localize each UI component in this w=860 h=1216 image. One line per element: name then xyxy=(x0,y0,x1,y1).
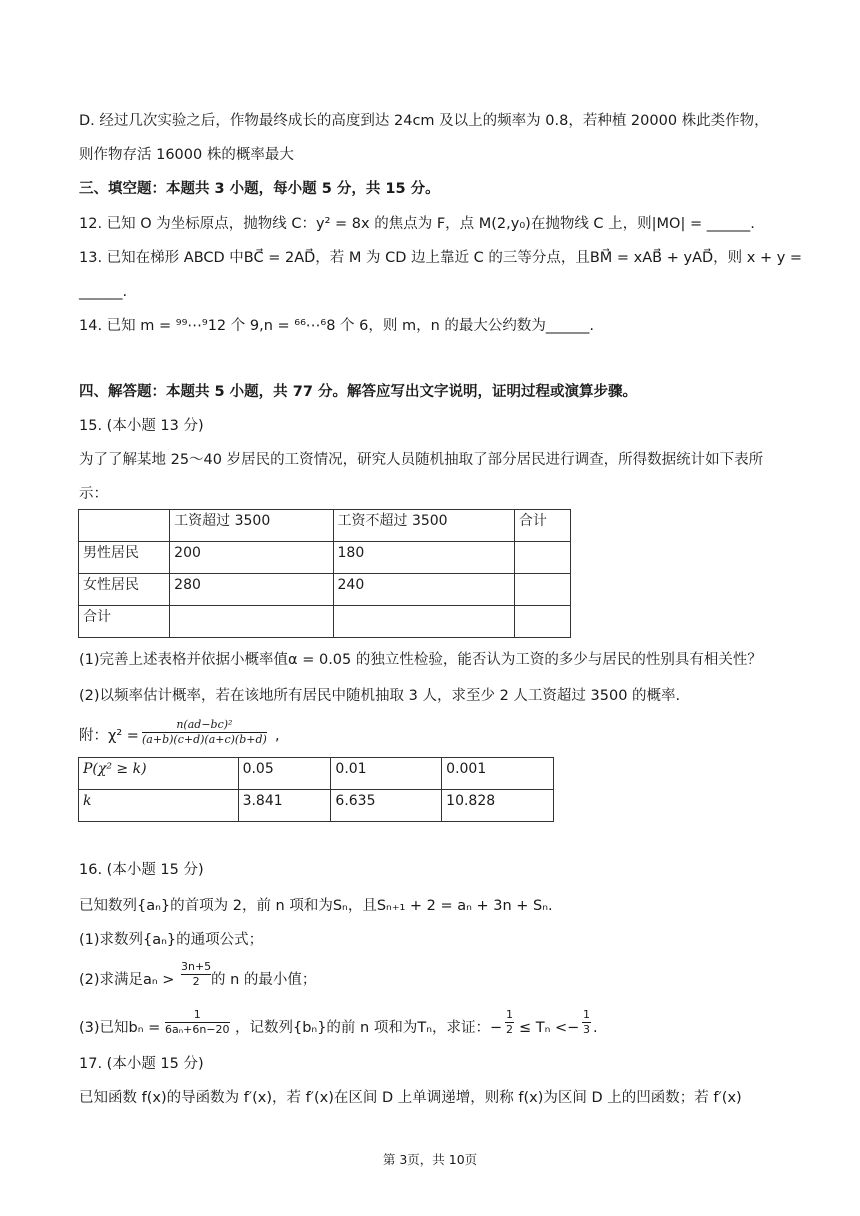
table-cell: 合计 xyxy=(514,510,570,542)
part3-text-c: ≤ Tₙ <− xyxy=(519,1020,580,1036)
table-row xyxy=(79,542,571,574)
part3-text-d: . xyxy=(593,1020,598,1036)
fraction-numerator: 1 xyxy=(506,1008,513,1021)
table-row xyxy=(79,574,571,606)
question-12: 12. 已知 O 为坐标原点，抛物线 C：y² = 8x 的焦点为 F，点 M(2,y₀)在抛物线 C 上，则|MO| = ______. xyxy=(79,216,755,232)
table-cell xyxy=(514,542,570,574)
table-cell: 0.01 xyxy=(331,758,442,790)
formula-denominator: (a+b)(c+d)(a+c)(b+d) xyxy=(142,733,267,746)
table-row xyxy=(79,606,571,638)
option-d-line2: 则作物存活 16000 株的概率最大 xyxy=(79,147,294,163)
question-17-heading: 17. (本小题 15 分) xyxy=(79,1056,204,1072)
table-cell: 6.635 xyxy=(331,790,442,822)
table-cell: 280 xyxy=(170,574,333,606)
question-16-heading: 16. (本小题 15 分) xyxy=(79,862,204,878)
fraction-numerator: 3n+5 xyxy=(181,960,212,973)
option-d-line1: D. 经过几次实验之后，作物最终成长的高度到达 24cm 及以上的频率为 0.8，若种植 20000 株此类作物， xyxy=(79,113,769,129)
question-15-text-line2: 示： xyxy=(79,486,108,502)
wage-gender-table xyxy=(78,509,571,638)
table-cell: k xyxy=(79,790,239,822)
table-cell: 工资不超过 3500 xyxy=(333,510,514,542)
question-15-heading: 15. (本小题 13 分) xyxy=(79,418,204,434)
part2-text-a: (2)求满足aₙ > xyxy=(79,972,175,988)
table-cell xyxy=(514,606,570,638)
table-cell xyxy=(79,510,170,542)
question-15-part1: (1)完善上述表格并依据小概率值α = 0.05 的独立性检验，能否认为工资的多少与居民的性别具有相关性？ xyxy=(79,652,762,668)
table-cell xyxy=(170,606,333,638)
fraction-numerator: 1 xyxy=(165,1008,230,1023)
table-cell: P(χ² ≥ k) xyxy=(79,758,239,790)
question-13-line2: ______. xyxy=(79,284,128,300)
part3-text-b: ，记数列{bₙ}的前 n 项和为Tₙ，求证：− xyxy=(235,1020,503,1036)
table-cell: 240 xyxy=(333,574,514,606)
question-17-text: 已知函数 f(x)的导函数为 f′(x)，若 f′(x)在区间 D 上单调递增，则称 f(x)为区间 D 上的凹函数；若 f′(x) xyxy=(79,1090,742,1106)
table-cell xyxy=(333,606,514,638)
fraction-denominator: 2 xyxy=(192,975,200,988)
table-cell: 180 xyxy=(333,542,514,574)
part3-text-a: (3)已知bₙ = xyxy=(79,1020,161,1036)
table-cell: 工资超过 3500 xyxy=(170,510,333,542)
table-cell: 200 xyxy=(170,542,333,574)
table-cell: 女性居民 xyxy=(79,574,170,606)
section-3-heading: 三、填空题：本题共 3 小题，每小题 5 分，共 15 分。 xyxy=(79,181,440,197)
table-cell: 3.841 xyxy=(238,790,331,822)
table-cell: 10.828 xyxy=(442,790,554,822)
page-footer: 第 3页，共 10页 xyxy=(382,1152,478,1167)
section-4-heading: 四、解答题：本题共 5 小题，共 77 分。解答应写出文字说明，证明过程或演算步骤。 xyxy=(79,384,637,400)
critical-value-table xyxy=(78,757,554,822)
table-cell: 男性居民 xyxy=(79,542,170,574)
question-13-line1: 13. 已知在梯形 ABCD 中BC⃗ = 2AD⃗，若 M 为 CD 边上靠近 C 的三等分点，且BM⃗ = xAB⃗ + yAD⃗，则 x + y = xyxy=(79,250,803,266)
fraction-denominator: 3 xyxy=(583,1023,590,1036)
question-16-text: 已知数列{aₙ}的首项为 2，前 n 项和为Sₙ，且Sₙ₊₁ + 2 = aₙ + 3n + Sₙ. xyxy=(79,898,553,914)
table-row xyxy=(79,510,571,542)
formula-comma: , xyxy=(275,728,280,744)
question-14: 14. 已知 m = ⁹⁹⋯⁹12 个 9,n = ⁶⁶⋯⁶8 个 6，则 m，n 的最大公约数为______. xyxy=(79,318,595,334)
question-16-part1: (1)求数列{aₙ}的通项公式； xyxy=(79,932,264,948)
table-cell: 0.001 xyxy=(442,758,554,790)
table-cell: 0.05 xyxy=(238,758,331,790)
fraction-denominator: 2 xyxy=(506,1023,513,1036)
fraction-numerator: 1 xyxy=(583,1008,590,1021)
question-15-text-line1: 为了了解某地 25～40 岁居民的工资情况，研究人员随机抽取了部分居民进行调查，所得数据统计如下表所 xyxy=(79,452,764,468)
formula-numerator: n(ad−bc)² xyxy=(142,718,267,733)
table-row xyxy=(79,758,554,790)
part2-text-b: 的 n 的最小值； xyxy=(211,972,317,988)
table-cell: 合计 xyxy=(79,606,170,638)
table-cell xyxy=(514,574,570,606)
formula-label: 附：χ² = xyxy=(79,728,139,744)
question-15-part2: (2)以频率估计概率，若在该地所有居民中随机抽取 3 人，求至少 2 人工资超过 3500 的概率. xyxy=(79,688,681,704)
fraction-denominator: 6aₙ+6n−20 xyxy=(165,1023,230,1036)
table-row xyxy=(79,790,554,822)
